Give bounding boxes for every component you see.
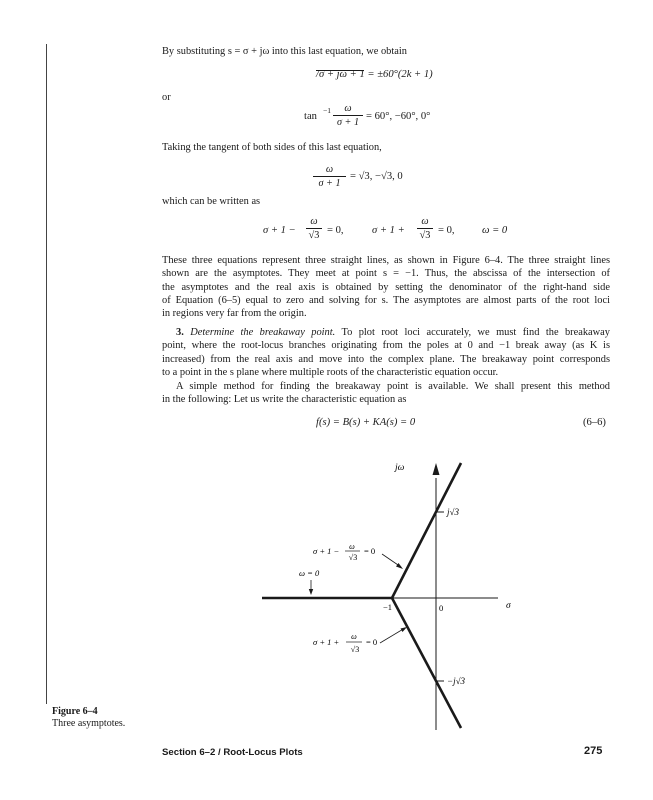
line-eq-2-num: ω — [421, 216, 429, 227]
taking-text: Taking the tangent of both sides of this last equation, — [162, 142, 382, 153]
or-text: or — [162, 92, 171, 103]
label-real: ω = 0 — [299, 568, 320, 578]
tangent-rhs: = √3, −√3, 0 — [350, 171, 403, 182]
label-lower-tail: = 0 — [366, 637, 378, 647]
para3-line: A simple method for finding the breakaway point is available. We shall present this method — [176, 381, 610, 392]
tangent-numerator: ω — [325, 164, 334, 175]
tangent-denominator: σ + 1 — [318, 178, 341, 189]
para1-line: of Equation (6–5) equal to zero and solving for s. The asymptotes are almost parts of the root loci — [162, 294, 610, 306]
tan-label: tan — [304, 111, 317, 122]
para2-line: increased) from the real axis and move into the complex plane. The breakaway point corresponds — [162, 353, 610, 365]
label-lower-lhs: σ + 1 + — [313, 637, 340, 647]
tan-superscript: −1 — [323, 106, 331, 115]
imaginary-axis-arrow — [433, 463, 440, 475]
para2-line: to a point in the s plane where multiple roots of the characteristic equation occur. — [162, 366, 499, 378]
figure-caption-text: Three asymptotes. — [52, 718, 126, 729]
asymptote-lower — [392, 598, 461, 728]
tick-label-j3: j√3 — [447, 507, 459, 517]
leader-lower — [380, 628, 405, 643]
para1-line: the asymptotes and the real axis is obtained by setting the denominator of the right-hand side — [162, 281, 610, 293]
step-title: Determine the breakaway point. — [190, 327, 336, 338]
para1-line: in regions very far from the origin. — [162, 308, 307, 320]
line-eq-2-tail: = 0, — [438, 225, 455, 236]
tan-numerator: ω — [344, 103, 352, 114]
figure-caption-title: Figure 6–4 — [52, 706, 98, 717]
label-lower-num: ω — [351, 632, 357, 641]
axis-label-sigma: σ — [506, 601, 511, 611]
para3-line: in the following: Let us write the characteristic equation as — [162, 394, 407, 406]
line-eq-3: ω = 0 — [482, 225, 508, 236]
label-upper-num: ω — [349, 542, 355, 551]
tick-label-minus-j3: −j√3 — [447, 676, 466, 686]
label-upper-den: √3 — [348, 553, 358, 562]
axis-label-jw: jω — [395, 463, 405, 473]
line-eq-1-den: √3 — [308, 230, 320, 241]
footer-section: Section 6–2 / Root-Locus Plots — [162, 747, 303, 758]
line-eq-1-lhs: σ + 1 − — [263, 225, 296, 236]
step-number: 3. — [176, 327, 184, 338]
asymptote-upper — [392, 463, 461, 598]
line-eq-1-tail: = 0, — [327, 225, 344, 236]
page-number: 275 — [584, 745, 603, 757]
leader-lower-arrow — [401, 627, 408, 632]
line-eq-1-num: ω — [310, 216, 318, 227]
label-upper-lhs: σ + 1 − — [313, 546, 340, 556]
line-eq-2-den: √3 — [419, 230, 431, 241]
intro-text: By substituting s = σ + jω into this last equation, we obtain — [162, 46, 407, 57]
para2-line: point, where the root-locus branches originating from the poles at 0 and −1 break away (as K is — [162, 340, 610, 352]
equation-number: (6–6) — [583, 417, 606, 428]
para1-line: These three equations represent three straight lines, as shown in Figure 6–4. The three straight lines — [162, 255, 610, 266]
tan-rhs: = 60°, −60°, 0° — [366, 111, 431, 122]
para2-line: To plot root loci accurately, we must find the breakaway — [341, 327, 610, 338]
written-text: which can be written as — [162, 196, 261, 207]
tan-denominator: σ + 1 — [336, 117, 360, 128]
para1-line: shown are the asymptotes. They meet at point s = −1. Thus, the abscissa of the intersection of — [162, 268, 610, 280]
angle-equation: /σ + jω + 1 = ±60°(2k + 1) — [316, 69, 433, 80]
characteristic-equation: f(s) = B(s) + KA(s) = 0 — [316, 417, 416, 428]
label-upper-tail: = 0 — [364, 546, 376, 556]
leader-real-arrow — [309, 589, 313, 595]
label-lower-den: √3 — [350, 645, 360, 654]
tick-label-0: 0 — [439, 603, 444, 613]
line-eq-2-lhs: σ + 1 + — [372, 225, 405, 236]
tick-label-minus-1: −1 — [383, 602, 393, 612]
